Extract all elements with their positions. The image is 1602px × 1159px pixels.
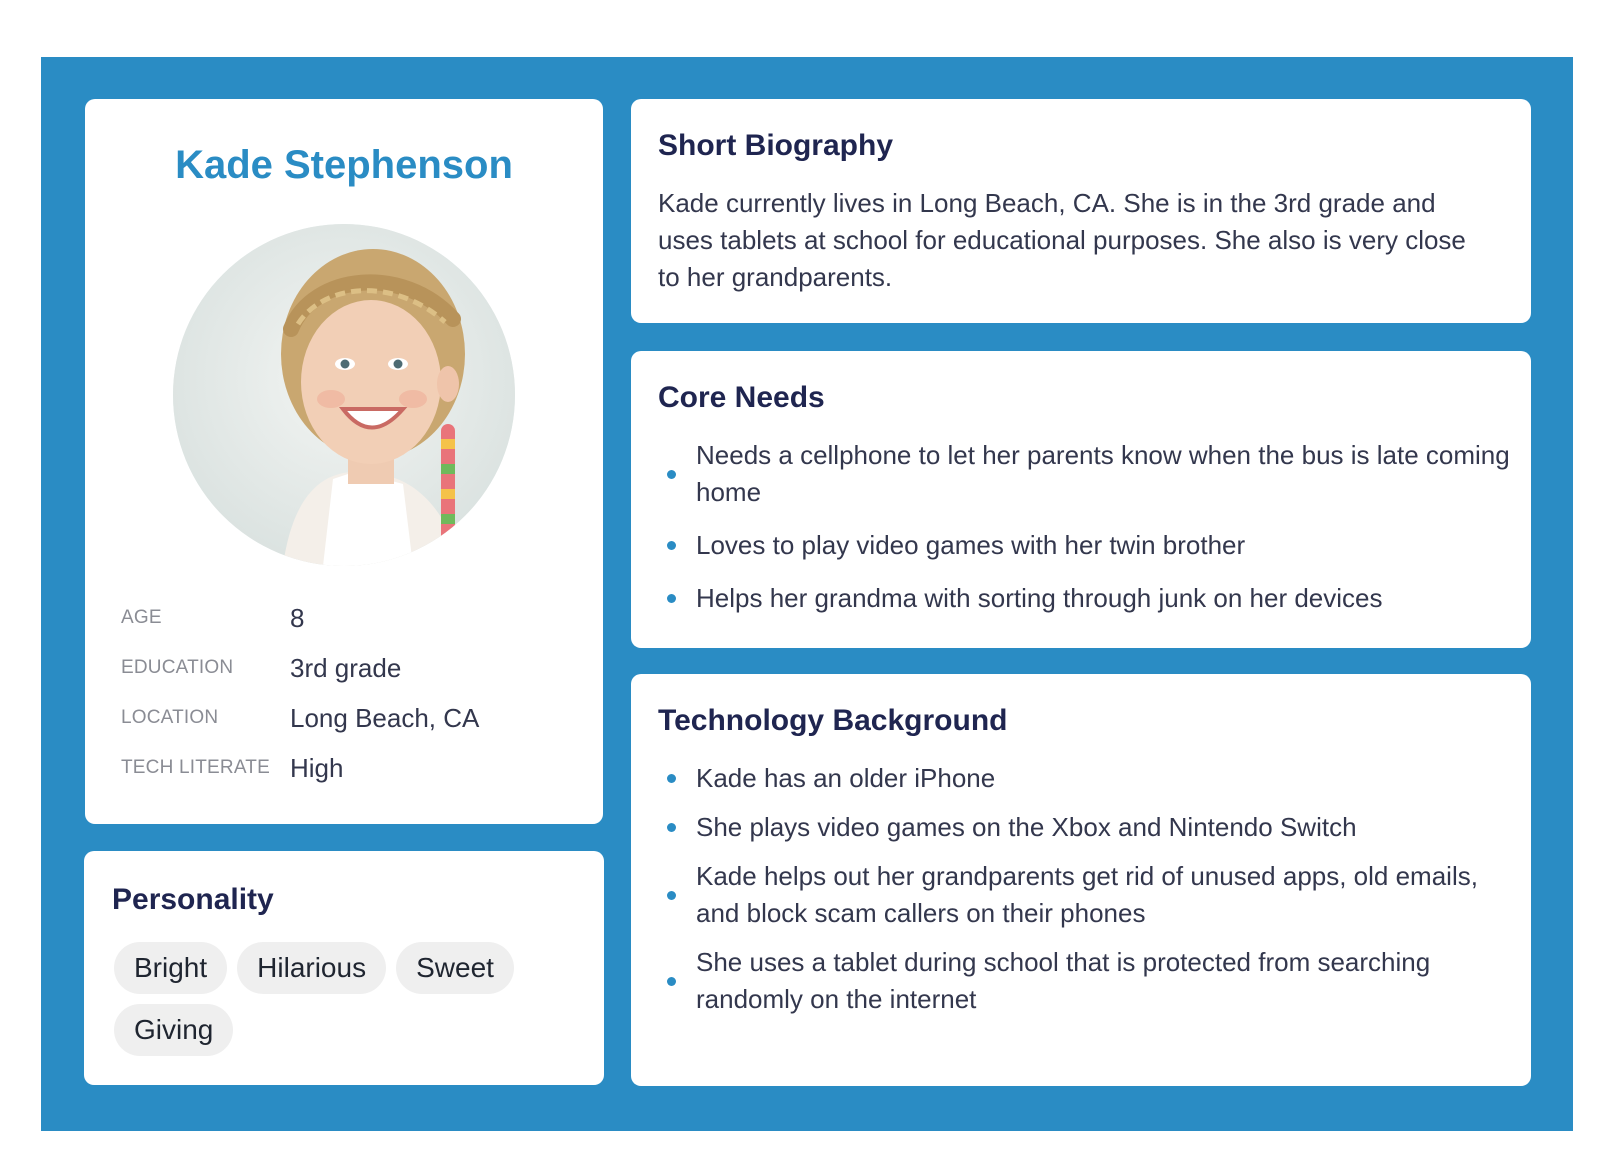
core-needs-title: Core Needs (658, 381, 825, 414)
personality-tags (114, 942, 554, 1056)
fact-label: AGE (121, 607, 162, 628)
portrait-photo (173, 224, 515, 566)
bullet-dot-icon (667, 891, 676, 900)
list-item (658, 858, 1511, 932)
list-item (658, 527, 1511, 564)
profile-facts (121, 593, 583, 793)
fact-value: High (290, 752, 344, 783)
fact-value: Long Beach, CA (290, 702, 480, 733)
personality-tag: Hilarious (237, 942, 386, 994)
list-item-text: She uses a tablet during school that is protected from searching randomly on the internet (696, 947, 1431, 1014)
personality-tag: Bright (114, 942, 227, 994)
bullet-dot-icon (667, 470, 676, 479)
fact-label: LOCATION (121, 707, 219, 728)
list-item-text: Needs a cellphone to let her parents know when the bus is late coming home (696, 440, 1510, 507)
personality-tag: Giving (114, 1004, 233, 1056)
biography-text: Kade currently lives in Long Beach, CA. She is in the 3rd grade and uses tablets at school for educational purposes. She also is very close to her grandparents. (658, 188, 1466, 292)
fact-label: TECH LITERATE (121, 757, 270, 778)
technology-list (658, 760, 1511, 1030)
technology-title: Technology Background (658, 704, 1008, 737)
biography-title: Short Biography (658, 129, 894, 162)
fact-row-tech-literate (121, 743, 583, 793)
personality-title: Personality (112, 883, 274, 916)
list-item-text: Helps her grandma with sorting through junk on her devices (696, 583, 1383, 613)
persona-name: Kade Stephenson (175, 143, 513, 187)
personality-tag: Sweet (396, 942, 514, 994)
bullet-dot-icon (667, 823, 676, 832)
fact-row-age (121, 593, 583, 643)
personality-card (84, 851, 604, 1085)
bullet-dot-icon (667, 594, 676, 603)
core-needs-card (631, 351, 1531, 648)
persona-board (41, 57, 1573, 1131)
list-item-text: Kade helps out her grandparents get rid of unused apps, old emails, and block scam callers on their phones (696, 861, 1478, 928)
list-item (658, 580, 1511, 617)
fact-value: 3rd grade (290, 652, 402, 683)
avatar (173, 224, 515, 566)
list-item (658, 944, 1511, 1018)
list-item (658, 760, 1511, 797)
bullet-dot-icon (667, 977, 676, 986)
list-item-text: She plays video games on the Xbox and Nintendo Switch (696, 812, 1357, 842)
bullet-dot-icon (667, 774, 676, 783)
fact-value: 8 (290, 602, 305, 633)
fact-row-location (121, 693, 583, 743)
list-item (658, 437, 1511, 511)
list-item-text: Kade has an older iPhone (696, 763, 996, 793)
fact-label: EDUCATION (121, 657, 234, 678)
bullet-dot-icon (667, 541, 676, 550)
list-item-text: Loves to play video games with her twin brother (696, 530, 1246, 560)
biography-card (631, 99, 1531, 323)
core-needs-list (658, 437, 1511, 633)
fact-row-education (121, 643, 583, 693)
profile-card (85, 99, 603, 824)
technology-card (631, 674, 1531, 1086)
list-item (658, 809, 1511, 846)
